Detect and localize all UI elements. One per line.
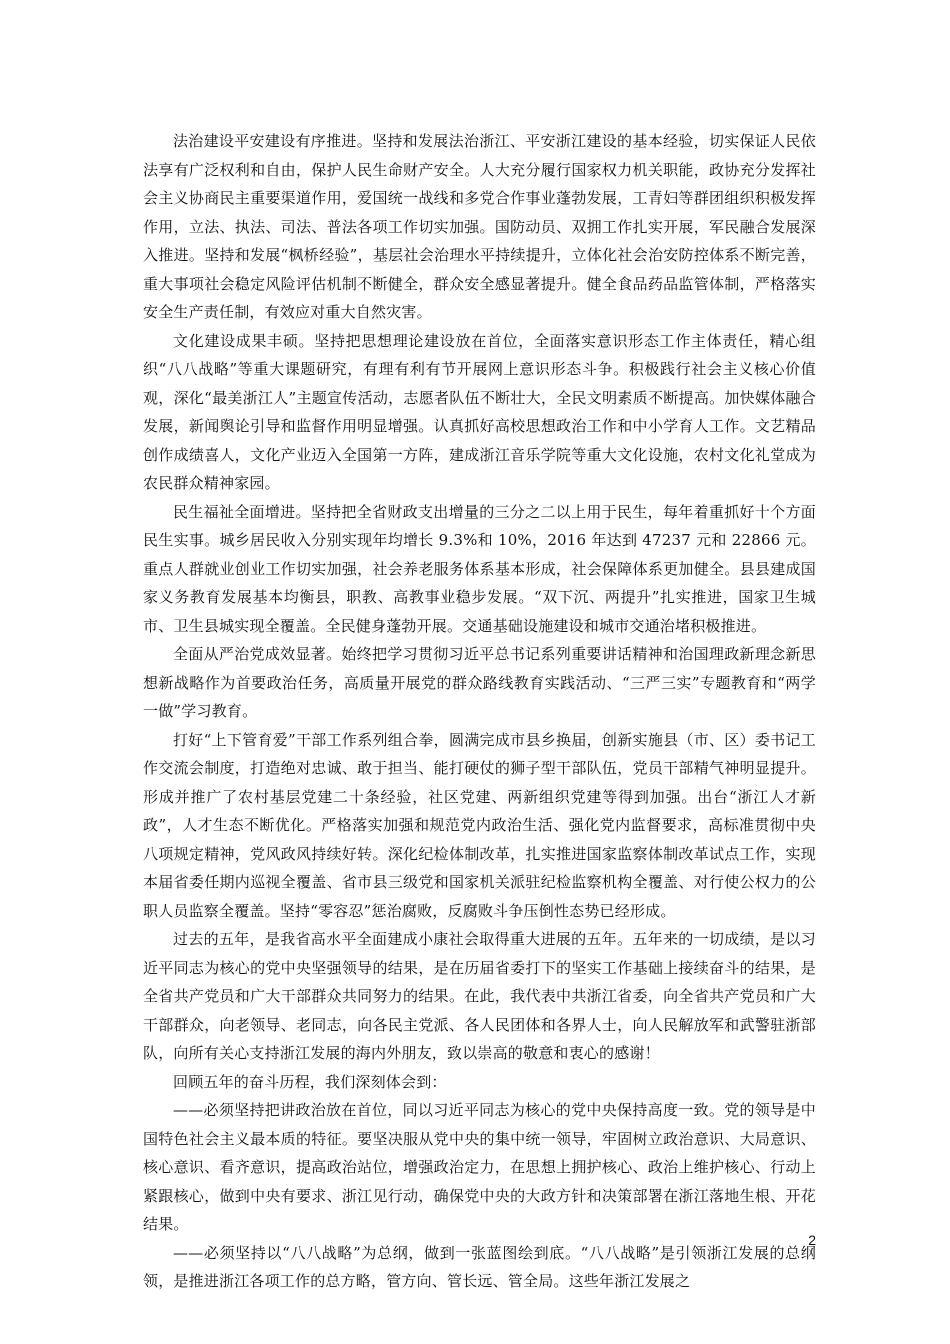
- paragraph-review-intro: 回顾五年的奋斗历程，我们深刻体会到：: [173, 1072, 447, 1091]
- paragraph-livelihood: 民生福祉全面增进。坚持把全省财政支出增量的三分之二以上用于民生，每年着重抓好十个方面民生实事。城乡居民收入分别实现年均增长 9.3%和 10%，2016 年达到 47237 元和 22866 元。重点人群就业创业工作切实加强，社会养老服务体系基本形成，社会保障体系更加健全。县县建成国家义务教育发展基本均衡县，职教、高教事业稳步发展。“双下沉、两提升”扎实推进，国家卫生城市、卫生县城实现全覆盖。全民健身蓬勃开展。交通基础设施建设和城市交通治堵积极推进。: [143, 502, 816, 635]
- document-body: [143, 127, 816, 1296]
- paragraph-cadre-work: 打好“上下管育爱”干部工作系列组合拳，圆满完成市县乡换届，创新实施县（市、区）委书记工作交流会制度，打造绝对忠诚、敢于担当、能打硬仗的狮子型干部队伍，党员干部精气神明显提升。形成并推广了农村基层党建二十条经验，社区党建、两新组织党建等得到加强。出台“浙江人才新政”，人才生态不断优化。严格落实加强和规范党内政治生活、强化党内监督要求，高标准贯彻中央八项规定精神，党风政风持续好转。深化纪检体制改革，扎实推进国家监察体制改革试点工作，实现本届省委任期内巡视全覆盖、省市县三级党和国家机关派驻纪检监察机构全覆盖、对行使公权力的公职人员监察全覆盖。坚持“零容忍”惩治腐败，反腐败斗争压倒性态势已经形成。: [143, 730, 816, 920]
- paragraph-rule-of-law: 法治建设平安建设有序推进。坚持和发展法治浙江、平安浙江建设的基本经验，切实保证人民依法享有广泛权利和自由，保护人民生命财产安全。人大充分履行国家权力机关职能，政协充分发挥社会主义协商民主重要渠道作用，爱国统一战线和多党合作事业蓬勃发展，工青妇等群团组织积极发挥作用，立法、执法、司法、普法各项工作切实加强。国防动员、双拥工作扎实开展，军民融合发展深入推进。坚持和发展“枫桥经验”，基层社会治理水平持续提升，立体化社会治安防控体系不断完善，重大事项社会稳定风险评估机制不断健全，群众安全感显著提升。健全食品药品监管体制，严格落实安全生产责任制，有效应对重大自然灾害。: [143, 132, 816, 321]
- paragraph-past-five-years: 过去的五年，是我省高水平全面建成小康社会取得重大进展的五年。五年来的一切成绩，是以习近平同志为核心的党中央坚强领导的结果，是在历届省委打下的坚实工作基础上接续奋斗的结果，是全省共产党员和广大干部群众共同努力的结果。在此，我代表中共浙江省委，向全省共产党员和广大干部群众，向老领导、老同志，向各民主党派、各人民团体和各界人士，向人民解放军和武警驻浙部队，向所有关心支持浙江发展的海内外朋友，致以崇高的敬意和衷心的感谢！: [143, 930, 816, 1062]
- paragraph-politics-first: ——必须坚持把讲政治放在首位，同以习近平同志为核心的党中央保持高度一致。党的领导是中国特色社会主义最本质的特征。要坚决服从党中央的集中统一领导，牢固树立政治意识、大局意识、核心意识、看齐意识，提高政治站位，增强政治定力，在思想上拥护核心、政治上维护核心、行动上紧跟核心，做到中央有要求、浙江见行动，确保党中央的大政方针和决策部署在浙江落地生根、开花结果。: [143, 1101, 816, 1233]
- paragraph-culture: 文化建设成果丰硕。坚持把思想理论建设放在首位，全面落实意识形态工作主体责任，精心组织“八八战略”等重大课题研究，有理有利有节开展网上意识形态斗争。积极践行社会主义核心价值观，深化“最美浙江人”主题宣传活动，志愿者队伍不断壮大，全民文明素质不断提高。加快媒体融合发展，新闻舆论引导和监督作用明显增强。认真抓好高校思想政治工作和中小学育人工作。文艺精品创作成绩喜人，文化产业迈入全国第一方阵，建成浙江音乐学院等重大文化设施，农村文化礼堂成为农民群众精神家园。: [143, 331, 816, 492]
- paragraph-party-governance: 全面从严治党成效显著。始终把学习贯彻习近平总书记系列重要讲话精神和治国理政新理念新思想新战略作为首要政治任务，高质量开展党的群众路线教育实践活动、“三严三实”专题教育和“两学一做”学习教育。: [143, 645, 816, 720]
- page-number: 2: [808, 1232, 816, 1248]
- paragraph-88-strategy: ——必须坚持以“八八战略”为总纲，做到一张蓝图绘到底。“八八战略”是引领浙江发展的总纲领，是推进浙江各项工作的总方略，管方向、管长远、管全局。这些年浙江发展之: [143, 1243, 816, 1290]
